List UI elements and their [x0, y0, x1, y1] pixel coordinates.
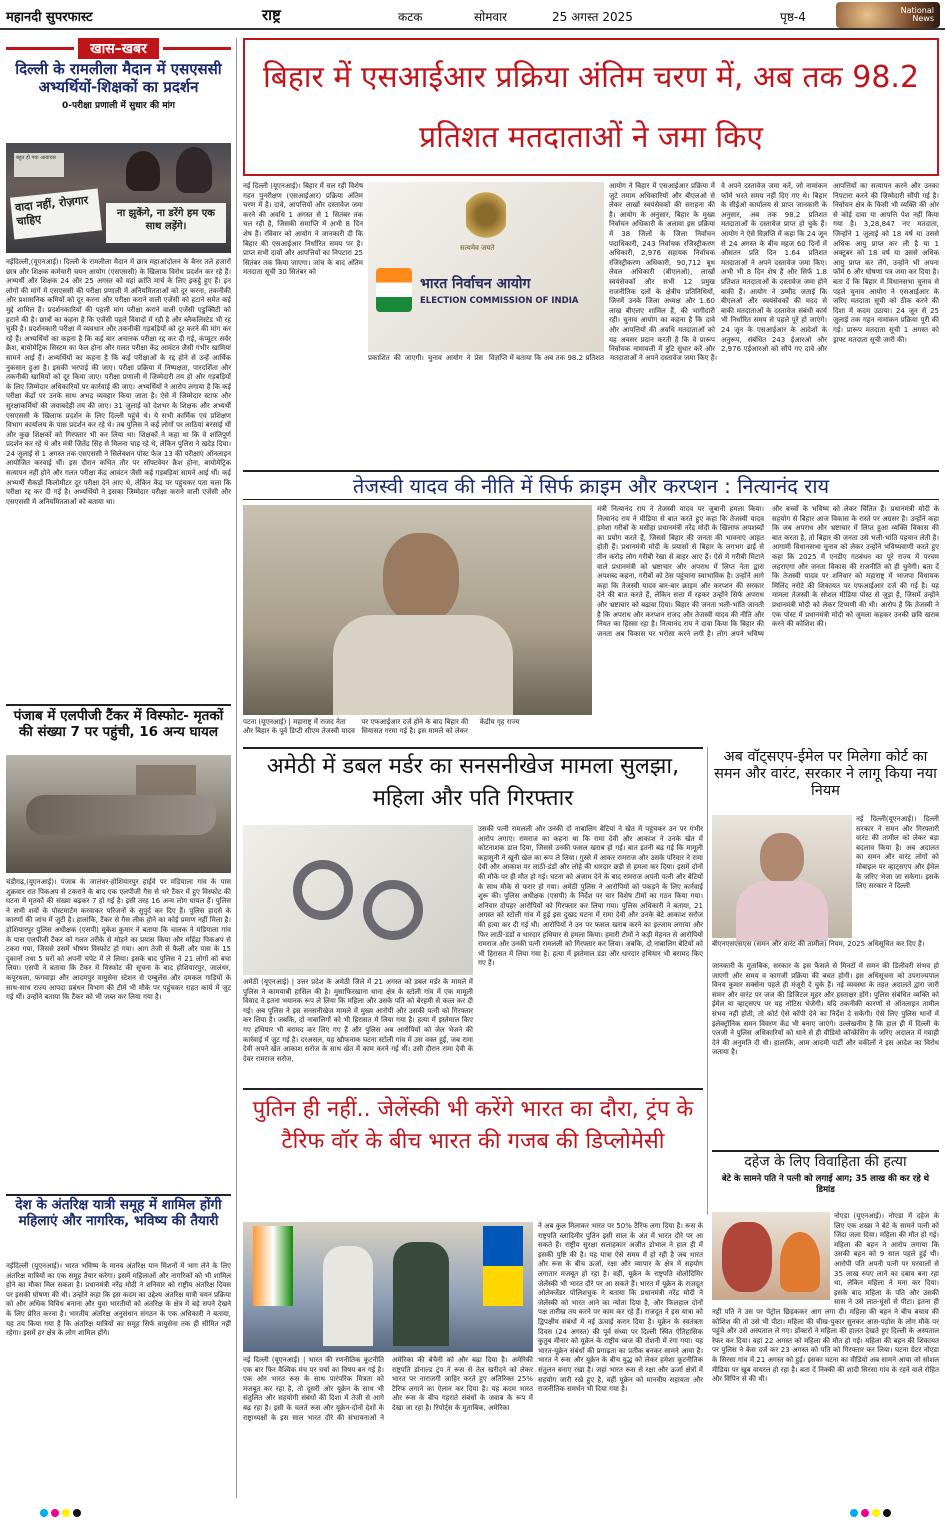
- person-head: [760, 833, 804, 883]
- tanker-wreck: [26, 795, 216, 835]
- lead-body: [243, 182, 939, 368]
- print-marks-left: [40, 1502, 84, 1521]
- amethi-body-1: अमेठी (यूएनआई) | उत्तर प्रदेश के अमेठी जिले में 21 अगस्त को डबल मर्डर के मामले में पुलिस ने कामयाबी हासिल की है। मुसाफिरखाना थाना क्षेत्र के स्टोली गांव में एक मामूली विवाद ने इतना भयानक रूप ले लिया कि महिला और उसके पति को बेरहमी से कत्ल कर दी गई। अब पुलिस ने इस सनसनीखेज मामले में मुख्य आरोपी और उसकी पत्नी को गिरफ्तार कर लिया है। जबकि, दो नाबालिगों को भी हिरासत में लिया गया है। हत्या में इस्तेमाल किए गए हथियार भी बरामद कर लिए गए हैं और पुलिस अब आरोपियों को जेल भेजने की कार्रवाई में जुट गई है। दरअसल, यह खौफनाक घटना स्टोली गांव में उस वक्त हुई, जब रामा देवी अपने खेत आकाश सरोज के साथ खेत में काम करने गई थीं। उसी दौरान रामा देवी के देवर रामराज सरोज,: [243, 978, 473, 1063]
- person-zelensky: [393, 1242, 449, 1346]
- print-marks-right: [850, 1502, 894, 1521]
- badge-row: [6, 38, 231, 58]
- protester-figure: [176, 147, 212, 193]
- person-modi: [323, 1246, 373, 1346]
- divider: [243, 1088, 703, 1090]
- ssc-headline: दिल्ली के रामलीला मैदान में एसएससी अभ्यर्थियों-शिक्षकों का प्रदर्शन: [15, 60, 222, 96]
- person-head: [383, 533, 459, 623]
- dowry-subhead: बेटे के सामने पति ने पत्नी को लगाई आग; 35 लाख की कर रहे थे डिमांड: [721, 1174, 930, 1195]
- column-rule: [707, 747, 708, 1215]
- yellow-mark: [872, 1509, 880, 1517]
- section-name: राष्ट्र: [262, 6, 281, 24]
- date: 25 अगस्त 2025: [552, 10, 633, 24]
- dowry-body-text: नोएडा (यूएनआई)। नोएडा में दहेज के लिए एक शख्स ने बेटे के सामने पत्नी को जिंदा जला दिया। महिला की मौत हो गई। महिला की बहन ने आरोप लगाया कि उसकी बहन को 9 साल पहले हुई थी। आरोपी पति अपनी पत्नी पर घरवालों से 35 लाख रुपए लाने का दबाव बना रहा था, लेकिन महिला ने मना कर दिया। इसके बाद महिला के पति और उसकी सास ने उसे लात-घूंसों से पीटा। इतना ही नहीं पति ने उस पर पेट्रोल छिड़ककर आग लगा दी। महिला की बहन ने बीच बचाव की कोशिश की तो उसे भी पीटा। महिला की चीख-पुकार सुनकर आस-पड़ोस के लोग मौके पर पहुंचे और उसे अस्पताल ले गए। डॉक्टरों ने महिला की हालत देखते हुए दिल्ली के अस्पताल रेफर कर दिया। वहां 22 अगस्त को महिला की मौत हो गई। महिला की बहन की शिकायत पर पुलिस ने केस दर्ज कर 23 अगस्त को पति को गिरफ्तार कर लिया। घटना ग्रेटर नोएडा के सिरसा गांव में 21 अगस्त को हुई। इसका घटना का वीडियो अब सामने आया जो सोशल मीडिया पर खूब वायरल हो रहा है। बता दें निक्की की शादी सिरसा गांव के रहने वाले रोहित और विपिन से की थी।: [712, 1212, 939, 1384]
- whatsapp-caption: बीएनएसएसएस (समन और वारंट की तामील) नियम, 2025 अधिसूचित कर दिए हैं।: [712, 940, 925, 948]
- ssc-subhead: 0-परीक्षा प्रणाली में सुधार की मांग: [61, 101, 175, 112]
- black-mark: [73, 1509, 81, 1517]
- india-flag: [253, 1226, 293, 1306]
- handcuff-ring-icon: [293, 860, 353, 920]
- city: कटक: [398, 10, 423, 24]
- cyan-mark: [850, 1509, 858, 1517]
- nityanand-rai-photo: [243, 505, 592, 715]
- paper-name: महानदी सुपरफास्ट: [6, 10, 93, 25]
- whatsapp-body: जानकारी के मुताबिक, सरकार के इस फैसले से मिनटों में समन की डिलीवरी संभव हो जाएगी और समय व कागजी प्रक्रिया की बचत होगी। इस अधिसूचना को उपराज्यपाल विनय कुमार सक्सेना पहले ही मंजूरी दे चुके हैं। नई व्यवस्था के तहत अदालतें द्वारा जारी समन और वारंट पर जज की डिजिटल मुहर और हस्ताक्षर होंगे। पुलिस संबंधित व्यक्ति को ईमेल या व्हाट्सएप पर यह नोटिस भेजेगी। यदि तकनीकी कारणों से ऑनलाइन तामील संभव नहीं होती, तो कोर्ट ऐसे कॉपी देने का निर्देश दे सकेगी। ऐसे लिए पुलिस थानों में इलेक्ट्रॉनिक समन विवरण केंद्र भी बनाए जाएंगे। उल्लेखनीय है कि हाल ही में दिल्ली के एलजी ने पुलिस अधिकारियों को थाने से ही वीडियो कॉन्फ्रेंसिंग के जरिए अदालत में गवाही देने की अनुमति दी थी। हालांकि, आम आदमी पार्टी और वकीलों ने इस आदेश का विरोध जताया है।: [712, 962, 939, 1057]
- amethi-body-2: उसकी पत्नी रामलली और उनकी दो नाबालिग बेटियां ने खेत में पहुंचकर उन पर गंभीर आरोप लगाए। रामराज का कहना था कि रामा देवी और आकाश ने उनके खेत में कोटनाशक डाल दिया, जिससे उनकी फसल खराब हो गई। बात इतनी बढ़ गई कि मामूली कहासुनी ने खूनी खेल का रूप ले लिया। गुस्से में आकर रामराज और उसके परिवार ने रामा देवी और आकाश पर लाठी-डंडों और लोहे की धारदार छड़ी से हमला कर दिया। इसमें दोनों की मौके पर ही मौत हो गई। घटना को अंजाम देने के बाद रामराज अपनी पत्नी और बेटियों के साथ मौके से फरार हो गया। अमेठी पुलिस ने आरोपियों को पकड़ने के लिए कार्रवाई शुरू की। पुलिस अधीक्षक (एसपी) के निर्देश पर चार विशेष टीमों का गठन किया गया। शनिवार दोपहर आरोपियों को गिरफ्तार कर लिया गया। पुलिस अधिकारी ने बताया, 21 अगस्त को स्टोली गांव में हुई इस दुखद घटना में रामा देवी और उनके बेटे आकाश सरोज की हत्या कर दी गई थी। आरोपियों ने उन पर फसल खराब करने का इल्जाम लगाया और फिर लाठी-डंडों व धारदार हथियार से हमला किया। हमारी टीमों ने कड़ी मेहनत से आरोपियों रामराज और उनकी पत्नी रामलली को गिरफ्तार कर लिया। जबकि, दो नाबालिग बेटियों को भी हिरासत में लिया गया है। हत्या में इस्तेमाल डंडा और धारदार हथियार भी बरामद किए गए हैं।: [478, 825, 703, 968]
- lpg-body: चंडीगढ़,(यूएनआई)। पंजाब के जालंधर-होशियारपुर हाईवे पर मंडियाला गांव के पास शुक्रवार रात पिकअप से टकराने के बाद एक एलपीजी गैस से भरे टैंकर में हुए विस्फोट की घटना में मृतकों की संख्या बढ़कर 7 हो गई है। इसी तरह 16 अन्य लोग घायल हैं। पुलिस ने सभी शवों के पोस्टमार्टम करवाकर परिजनों के सुपुर्द कर दिए हैं। पुलिस हादसे के कारणों की जांच में जुटी है। हालांकि, टैंकर से गैस लीक होने का कोई प्रमाण नहीं मिला है। होशियारपुर पुलिस अधीक्षक (एसपी) मुकेश कुमार ने बताया कि चालक ने मंडियाला गांव के पास एलपीजी टैंकर को गलत तरीके से मोड़ने का प्रयास किया और महिंद्रा पिकअप से टकरा गया, जिससे उसमें भीषण विस्फोट हो गया। आग तेजी से फैली और पास के 15 दुकानों तथा 5 घरों को अपनी चपेट में ले लिया। इसके बाद पुलिस ने 21 लोगों को बचा लिया। एसपी ने बताया कि टैंकर में विस्फोट की सूचना के बाद होशियारपुर, जालंधर, कपूरथला, फगवाड़ा और आदमपुर वायुसेना स्टेशन से एम्बुलेंस और दमकल गाड़ियों के साथ-साथ राज्य आपदा प्रबंधन विभाग की टीमें भी मौके पर पहुंचकर राहत कार्य में जुट गई थीं। उन्होंने बताया कि टैंकर को भी जब्त कर लिया गया है।: [6, 878, 231, 1002]
- putin-body: ने अब कुल मिलाकर भारत पर 50% टैरिफ लगा दिया है। रूस के राष्ट्रपति व्लादिमीर पुतिन इसी साल के अंत में भारत दौरे पर आ सकते हैं। राष्ट्रीय सुरक्षा सलाहकार अजीत डोभाल ने हाल ही में इसकी पुष्टि की है। यह यात्रा ऐसे समय में हो रही है जब भारत और रूस के बीच ऊर्जा, रक्षा और व्यापार के क्षेत्र में सहयोग लगातार मजबूत हो रहा है। वहीं, यूक्रेन के राष्ट्रपति वोलोदिमिर जेलेंस्की भी भारत दौरे पर आ सकते हैं। भारत में यूक्रेन के राजदूत ओलेक्जेंडर पोलिशचुक ने बताया कि प्रधानमंत्री नरेंद्र मोदी ने जेलेंस्की को भारत आने का न्योता दिया है, और फिलहाल दोनों पक्ष तारीख तय करने पर काम कर रहे हैं। राजदूत ने इस यात्रा को द्विपक्षीय संबंधों में नई ऊंचाई करार दिया है। यूक्रेन के स्वतंत्रता दिवस (24 अगस्त) की पूर्व संध्या पर दिल्ली स्थित ऐतिहासिक कुतुब मीनार को यूक्रेन के राष्ट्रीय ध्वज की रोशनी में रंगा गया। यह भारत-यूक्रेन संबंधों की प्रगाढ़ता का प्रतीक बनकर सामने आया है। भारत ने रूस और यूक्रेन के बीच युद्ध को लेकर हमेशा कूटनीतिक संतुलन बनाए रखा है। जहां भारत रूस से रक्षा और ऊर्जा क्षेत्रों में सहयोग जारी रखे हुए है, वहीं यूक्रेन को मानवीय सहायता और राजनीतिक समर्थन भी दिया गया है।: [538, 1222, 703, 1394]
- modi-zelensky-photo: [243, 1222, 533, 1352]
- protest-poster-1: वादा नहीं, रोज़गार चाहिए: [10, 189, 102, 240]
- protest-poster-2: ना झुकेंगे, ना डरेंगे हम एक साथ लड़ेंगे।: [106, 203, 226, 243]
- putin-headline: पुतिन ही नहीं.. जेलेंस्की भी करेंगे भारत का दौरा, ट्रंप के टैरिफ वॉर के बीच भारत की गजब की डिप्लोमेसी: [252, 1097, 694, 1154]
- minister-photo: [712, 815, 852, 938]
- ukraine-flag: [483, 1226, 523, 1306]
- cyan-mark: [40, 1509, 48, 1517]
- ssc-body: नईदिल्ली,(यूएनआई)। दिल्ली के रामलीला मैदान में छात्र महाआंदोलन के बैनर तले हजारों छात्र और शिक्षक कर्मचारी चयन आयोग (एसएससी) के खिलाफ विरोध प्रदर्शन कर रहे हैं। अभ्यर्थी और शिक्षक 24 और 25 अगस्त को यहां क्रांति मार्च के लिए इकट्ठे हुए हैं। इन लोगों की मांगें में एसएससी की परीक्षा प्रणाली में अनियमितताओं को दूर करना, तकनीकी और प्रशासनिक कमियों को दूर करना और परीक्षा कराने वाली एजेंसी को हटाने समेत कई मुद्दे शामिल हैं। प्रदर्शनकारियों की पहली मांग परीक्षा कराने वाली एजेंसी एडुक्विटी को हटाने की है। छात्रों का कहना है कि एजेंसी पहले विवादों में रही है और ब्लैकलिस्टेड भी रह चुकी है। प्रदर्शनकारी परीक्षा में व्यवधान और तकनीकी गड़बड़ियों को दूर करने की मांग कर रहे हैं। अभ्यर्थियों का कहना है कि कई बार अचानक परीक्षा रद्द कर दी गई, कंप्यूटर सर्वर क्रैश, बायोमेट्रिक सिस्टम का फेल होना और गलत परीक्षा केंद्र आवंटन जैसी गंभीर खामियां सामने आई हैं। अभ्यर्थियों का कहना है कि कई परीक्षाओं के रद्द होने से उन्हें आर्थिक नुकसान हुआ है। इसकी भरपाई की जाए। परीक्षा प्रक्रिया में निष्पक्षता, पारदर्शिता और तकनीकी खामियों को दूर किया जाए। परीक्षा प्रणाली में जिम्मेदारी तय हो और गड़बड़ियों के लिए जिम्मेदार अधिकारियों पर कार्रवाई की जाए। अभ्यर्थियों ने आरोप लगाया है कि कई परीक्षा केंद्रों पर उनके साथ अभद्र व्यवहार किया जाता है। ऐसे में जिम्मेदार स्टाफ और सुरक्षाकर्मियों की जवाबदेही तय की जाए। 31 जुलाई को देशभर के शिक्षक और अभ्यर्थी एसएससी के खिलाफ प्रदर्शन के लिए दिल्ली पहुंचे थे। ये सभी कार्मिक एवं प्रशिक्षण विभाग कार्यालय के पास प्रदर्शन कर रहे थे। तब पुलिस ने कई लोगों पर लाठियां बरसाई थीं और कुछ शिक्षकों को गिरफ्तार भी कर लिया था। शिक्षकों ने कहा था कि वे शांतिपूर्ण प्रदर्शन कर रहे थे और मंत्री जितेंद्र सिंह से मिलना चाह रहे थे, लेकिन पुलिस ने खदेड़ दिया। 24 जुलाई से 1 अगस्त तक एसएससी ने सिलेक्शन पोस्ट फेज 13 की परीक्षाएं ऑनलाइन आयोजित करवाई थीं। इस दौरान कथित तौर पर सॉफ्टवेयर क्रैश होना, बायोमेट्रिक सत्यापन नहीं होने और गलत परीक्षा केंद्र आवंटन जैसी कई गड़बड़ियां सामने आई थीं। कई अभ्यर्थी सैकड़ों किलोमीटर दूर परीक्षा देने आए थे, लेकिन केंद्र पर पहुंचकर पता चला कि परीक्षा रद्द कर दी गई है। अभ्यर्थियों ने इसका जिम्मेदार परीक्षा कराने वाली एजेंसी और एसएससी में अनियमितताओं को बताया था।: [6, 258, 231, 506]
- tejashwi-headline-bar: [243, 470, 939, 500]
- left-column: [6, 38, 231, 111]
- protester-figure: [126, 151, 160, 191]
- lpg-headline: पंजाब में एलपीजी टैंकर में विस्फोट- मृतकों की संख्या 7 पर पहुंची, 16 अन्य घायल: [13, 708, 224, 740]
- ssc-protest-photo: [6, 143, 231, 253]
- dowry-body: [712, 1212, 939, 1494]
- divider: [6, 1194, 231, 1196]
- lead-body-part: प्रकाशित की जाएगी। चुनाव आयोग ने प्रेस विज्ञप्ति में बताया कि अब तक 98.2 प्रतिशत मतदाताओं ने अपने दस्तावेज जमा किए हैं।: [368, 354, 718, 362]
- divider: [712, 1150, 939, 1152]
- divider: [6, 704, 231, 706]
- person-body: [333, 615, 513, 715]
- lpg-blast-photo: [6, 755, 231, 873]
- handcuff-ring-icon: [363, 880, 423, 940]
- masthead-bar: [0, 0, 945, 30]
- tejashwi-headline: तेजस्वी यादव की नीति में सिर्फ क्राइम और करप्शन : नित्यानंद राय: [352, 474, 830, 498]
- space-headline: देश के अंतरिक्ष यात्री समूह में शामिल होंगी महिलाएं और नागरिक, भविष्य की तैयारी: [15, 1197, 222, 1229]
- lead-headline: बिहार में एसआईआर प्रक्रिया अंतिम चरण में, अब तक 98.2 प्रतिशत मतदाताओं ने जमा किए: [262, 60, 920, 155]
- black-mark: [883, 1509, 891, 1517]
- badge-line: [6, 47, 74, 50]
- whatsapp-headline: अब वॉट्सएप-ईमेल पर मिलेगा कोर्ट का समन और वारंट, सरकार ने लागू किया नया नियम: [714, 749, 937, 800]
- protest-poster-top: बहुत हो गया अत्याचार: [14, 153, 64, 177]
- whatsapp-body-top: नई दिल्ली(यूएनआई)। दिल्ली सरकार ने समन और गिरफ्तारी वारंट की तामील को लेकर बड़ा बदलाव किया है। अब अदालत का समन और वारंट लोगों को मोबाइल पर व्हाट्सएप और ईमेल के जरिए भेजा जा सकेगा। इसके लिए सरकार ने दिल्ली: [856, 815, 939, 891]
- lead-headline-box: [243, 38, 939, 176]
- magenta-mark: [861, 1509, 869, 1517]
- putin-body-lower: नई दिल्ली (यूएनआई) | भारत की रणनीतिक कूटनीति एक बार फिर वैश्विक मंच पर चर्चा का विषय बन गई है। एक ओर भारत रूस के साथ पारंपरिक मित्रता को मजबूत कर रहा है, तो दूसरी ओर यूक्रेन के साथ भी संतुलित और सहयोगी संबंधों की दिशा में तेजी से आगे बढ़ रहा है। इसी के चलते रूस और यूक्रेन-दोनों देशों के राष्ट्राध्यक्षों के इस साल भारत दौरे की संभावनाओं ने अमेरिका की बेचैनी को और बढ़ा दिया है। अमेरिकी राष्ट्रपति डोनाल्ड ट्रंप ने रूस से तेल खरीदने को लेकर भारत पर नाराजगी जाहिर करते हुए अतिरिक्त 25% टैरिफ लगाने का ऐलान कर दिया है। यह कदम भारत और रूस के बीच गहराते संबंधों के जवाब के रूप में देखा जा रहा है। रिपोर्ट्स के मुताबिक, अमेरिका: [243, 1356, 533, 1422]
- space-body: नईदिल्ली (यूएनआई)। भारत भविष्य के मानव अंतरिक्ष यान मिशनों में भाग लेने के लिए अंतरिक्ष यात्रियों का एक समूह तैयार करेगा। इसमें महिलाओं और नागरिकों को भी शामिल होने का मौका मिल सकता है। प्रधानमंत्री नरेंद्र मोदी ने शनिवार को राष्ट्रीय अंतरिक्ष दिवस पर इसकी घोषणा की थी। उन्होंने कहा कि इस कदम का उद्देश्य अंतरिक्ष यात्री चयन प्रक्रिया को और अधिक विविध बनाना और युवा भारतीयों को अंतरिक्ष के क्षेत्र में बड़े सपने देखने के लिए प्रेरित करना है। भारतीय अंतरिक्ष अनुसंधान संगठन के एक अधिकारी ने बताया, यह तय किया गया है कि अंतरिक्ष यात्रियों का समूह सिर्फ वायुसेना तक ही सीमित नहीं रहेगा। इसमें हर क्षेत्र के लोग शामिल होंगे।: [6, 1262, 231, 1338]
- column-rule: [236, 38, 237, 1498]
- amethi-headline-box: [243, 747, 703, 817]
- lead-body-part: नई दिल्ली (यूएनआई)। बिहार में चल रही विशेष गहन पुनरीक्षण (एसआईआर) प्रक्रिया अंतिम चरण में है। दावे, आपत्तियों और दस्तावेज जमा करने की अवधि 1 अगस्त से 1 सितंबर तक चल रही है, जिसकी समाप्ति में अभी 8 दिन शेष हैं। रविवार को आयोग ने जानकारी दी कि बिहार की एसआईआर निर्धारित समय पर है। प्राप्त सभी दावों और आपत्तियों का निपटारा 25 सितंबर तक किया जाएगा। जांच के बाद अंतिम मतदाता सूची 30 सितंबर को: [243, 182, 363, 277]
- amethi-headline: अमेठी में डबल मर्डर का सनसनीखेज मामला सुलझा, महिला और पति गिरफ्तार: [266, 754, 680, 811]
- eci-hindi-name: भारत निर्वाचन आयोग: [420, 276, 531, 292]
- badge-line: [163, 47, 231, 50]
- dowry-headline: दहेज के लिए विवाहिता की हत्या: [744, 1154, 907, 1170]
- logo-text: National News: [900, 6, 934, 23]
- person-body: [736, 881, 828, 941]
- handcuffs-photo: [243, 825, 473, 975]
- page-number: पृष्ठ-4: [780, 10, 806, 24]
- eci-english-name: ELECTION COMMISSION OF INDIA: [420, 296, 579, 306]
- tejashwi-caption: पटना (यूएनआई) | महाराष्ट्र में राजद नेता और बिहार के पूर्व डिप्टी सीएम तेजस्वी यादव पर एफआईआर दर्ज होने के बाद बिहार की सियासत गरमा गई है। इस मामले को लेकर केंद्रीय गृह राज्य: [243, 718, 520, 735]
- yellow-mark: [62, 1509, 70, 1517]
- lead-body-part: आयोग ने बिहार में एसआईआर प्रक्रिया में जुटे तमाम अधिकारियों और बीएलओ से लेकर लाखों स्वयंसेवकों की सराहना की है। आयोग के अनुसार, बिहार के मुख्य निर्वाचन अधिकारी के अलावा इस प्रक्रिया में 38 जिलों के जिला निर्वाचन पदाधिकारी, 243 निर्वाचक रजिस्ट्रीकरण अधिकारी, 2,976 सहायक निर्वाचक रजिस्ट्रीकरण अधिकारी, 90,712 बूथ लेवल अधिकारी (बीएलओ), लाखों स्वयंसेवकों और सभी 12 प्रमुख राजनीतिक दलों के क्षेत्रीय प्रतिनिधियों, जिनमें उनके जिला अध्यक्ष और 1.60 लाख बीएलए शामिल हैं, की भागीदारी रही। चुनाव आयोग का कहना है कि दावे और आपत्तियों की अवधि मतदाताओं को यह अवसर प्रदान करती है कि वे प्रारूप निर्वाचक नामावली में त्रुटि सुधार करें और वे अपने दस्तावेज जमा करें, जो नामांकन फॉर्म भरते समय नहीं दिए गए थे। बिहार के सीईओ कार्यालय से प्राप्त जानकारी के अनुसार, अब तक 98.2 प्रतिशत मतदाताओं के दस्तावेज प्राप्त हो चुके हैं। आयोग ने ऐसे विज्ञप्ति में कहा कि 24 जून से 24 अगस्त के बीच महज 60 दिनों में औसतन प्रति दिन 1.64 प्रतिशत मतदाताओं ने अपने दस्तावेज जमा किए। अभी भी 8 दिन शेष हैं और सिर्फ 1.8 प्रतिशत मतदाताओं के दस्तावेज जमा होने बाकी हैं। आयोग ने उम्मीद जताई कि बीएलओ और स्वयंसेवकों की मदद से बाकी मतदाताओं के दस्तावेज संबंधी कार्य भी निर्धारित समय से पहले पूरे हो जाएंगे। 24 जून के एसआईआर के आदेशों के अनुरूप, संबंधित 243 ईआरओ और 2,976 एईआरओ को सौंपे गए दावे और आपत्तियों का सत्यापन करने और उनका निपटारा करने की जिम्मेदारी सौंपी गई है। निर्वाचन क्षेत्र के किसी भी व्यक्ति की ओर से कोई दावा या आपत्ति पेश नहीं किया गया है। 3,28,847 नए मतदाता, जिन्होंने 1 जुलाई को 18 वर्ष या उससे अधिक आयु प्राप्त कर ली है या 1 अक्टूबर को 18 वर्ष या उससे अधिक आयु प्राप्त कर लेंगे, उन्होंने भी अपना फॉर्म 6 और घोषणा पत्र जमा कर दिया है। बता दें कि बिहार में विधानसभा चुनाव से पहले चुनाव आयोग ने एसआईआर के जरिए मतदाता सूची को ठीक करने की दिशा में कदम उठाया। 24 जून से 25 जुलाई तक गहन नामांकन प्रक्रिया पूरी की गई। प्रारूप मतदाता सूची 1 अगस्त को ड्राफ्ट मतदाता सूची जारी की।: [609, 182, 939, 354]
- national-news-logo: [836, 2, 940, 28]
- smoke: [136, 765, 196, 795]
- tejashwi-body: मंत्री नित्यानंद राय ने तेजस्वी यादव पर जुबानी हमला किया। नित्यानंद राय ने मीडिया से बात करते हुए कहा कि तेजस्वी यादव हमेशा गरीबों के मसीहा प्रधानमंत्री नरेंद्र मोदी के खिलाफ अपशब्दों का प्रयोग करते हैं, जिससे बिहार की जनता की भावनाएं आहत होती हैं। प्रधानमंत्री मोदी के प्रयासों से बिहार के लगभग ढाई से तीन करोड़ लोग गरीबी रेखा से बाहर आए हैं। ऐसे में गरीबी मिटाने वाले प्रधानमंत्री को भ्रष्टाचार और अपराध में लिप्त नेता द्वारा अपशब्द कहना, गरीबों को ठेस पहुंचाना स्वाभाविक है। उन्होंने आगे कहा कि तेजस्वी यादव बार-बार क्राइम और करप्शन की सरकार देने की बात करते हैं, लेकिन सत्ता में रहकर उन्होंने सिर्फ अपराध और भ्रष्टाचार को बढ़ावा दिया। बिहार की जनता भली-भांति जानती है कि अपराध और करप्शन राजद और तेजस्वी यादव की नीति और नियत का हिस्सा रहा है। नित्यानंद राय ने दावा किया कि बिहार की जनता अब विकास पर भरोसा करने लगी है। लोग अपने भविष्य और बच्चों के भविष्य को लेकर चिंतित हैं। प्रधानमंत्री मोदी के सहयोग से बिहार आज विकास के रास्ते पर अग्रसर है। उन्होंने कहा कि जब अपराध और भ्रष्टाचार में लिप्त हुआ व्यक्ति विकास की बात करता है, तो बिहार की जनता उसे भली-भांति पहचान लेती है। आगामी विधानसभा चुनाव को लेकर उन्होंने भविष्यवाणी करते हुए कहा कि 2025 में एनडीए गठबंधन का पूरे राज्य में परचम लहराएगा और जनता विकास की राजनीति को ही चुनेगी। बता दें कि तेजस्वी यादव पर शनिवार को महाराष्ट्र में भाजपा विधायक मिलिंद नरोटे की शिकायत पर एफआईआर दर्ज की गई है। यह मामला तेजस्वी के सोशल मीडिया पोस्ट से जुड़ा है, जिसमें उन्होंने प्रधानमंत्री मोदी को लेकर टिप्पणी की थी। आरोप है कि तेजस्वी ने एक पोस्ट में प्रधानमंत्री मोदी को जुमला कहकर उनकी छवि खराब करने की कोशिश की।: [597, 505, 939, 638]
- image-float-spacer: [712, 1212, 834, 1302]
- emblem-motto: सत्यमेव जयते: [460, 244, 495, 252]
- khas-khabar-badge: खास–खबर: [78, 38, 159, 59]
- magenta-mark: [51, 1509, 59, 1517]
- day: सोमवार: [474, 10, 508, 24]
